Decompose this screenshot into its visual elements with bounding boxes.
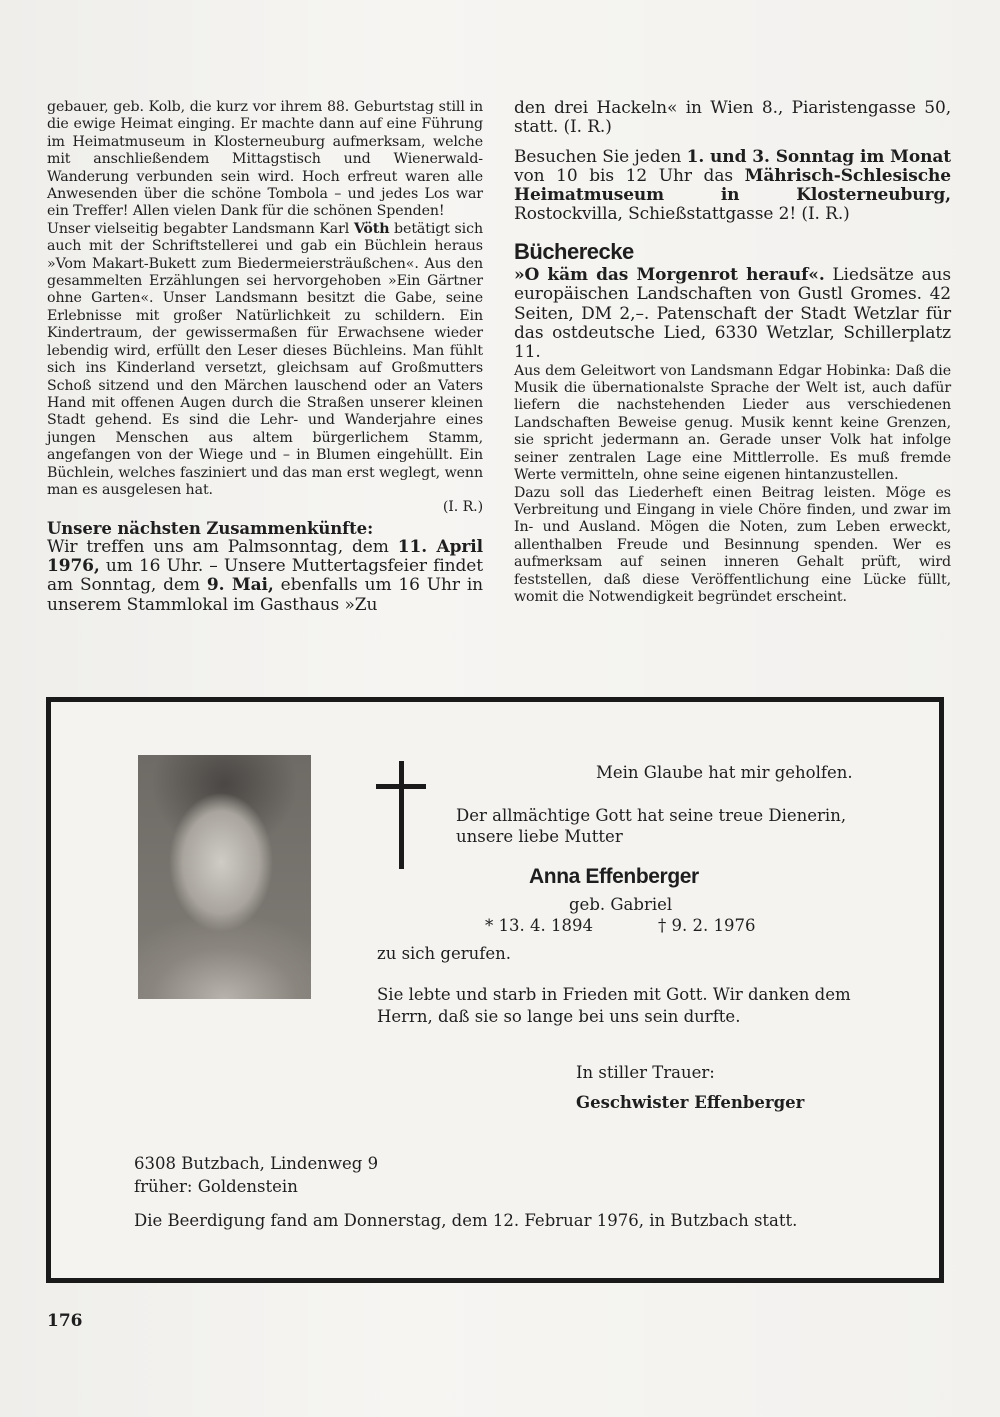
left-paragraph-voeth xyxy=(47,221,483,500)
maiden-name: geb. Gabriel xyxy=(569,895,673,914)
foreword-paragraph: Aus dem Geleitwort von Landsmann Edgar Hobinka: Daß die Musik die übernationalste Sprache der Welt ist, auch dafür liefern die nachstehenden Lieder aus verschiedenen Landschaften Beweise genug. Musik kennt keine Grenzen, sie spricht jedermann an. Gerade unser Volk hat infolge seiner zentralen Lage eine Mittlerrolle. Es muß fremde Werte vermitteln, ohne seine eigenen hintanzustellen. xyxy=(514,362,951,484)
address-line-1: 6308 Butzbach, Lindenweg 9 xyxy=(134,1154,379,1173)
text-span: Besuchen Sie jeden xyxy=(514,146,687,167)
birth-date: * 13. 4. 1894 xyxy=(485,916,593,935)
cross-icon-bar xyxy=(376,784,426,789)
book-description: Liedsätze aus europäischen Landschaften von Gustl Gromes. 42 Seiten, DM 2,–. Patenschaft der Stadt Wetzlar für das ostdeutsche Lied, 6330 Wetzlar, Schillerplatz 11. xyxy=(514,265,951,363)
meetings-heading: Unsere nächsten Zusammenkünfte: xyxy=(47,518,374,538)
obituary-motto: Mein Glaube hat mir geholfen. xyxy=(596,763,853,782)
cross-icon xyxy=(399,761,404,869)
date-bold: 9. Mai, xyxy=(206,575,274,596)
text-bold: 1. und 3. Sonntag im Monat xyxy=(686,146,951,167)
text-span: Rostockvilla, Schießstattgasse 2! (I. R.) xyxy=(514,204,850,225)
obituary-called: zu sich gerufen. xyxy=(377,944,512,963)
text-span: ebenfalls um 16 Uhr in unserem Stammlokal im Gasthaus »Zu xyxy=(47,575,483,615)
text-span: betätigt sich auch mit der Schriftstellerei und gab ein Büchlein heraus »Vom Makart-Bukett zum Biedermeiersträußchen«. Aus den gesammelten Erzählungen sei hervorgehoben »Ein Gärtner ohne Garten«. Unser Landsmann besitzt die Gabe, seine Erlebnisse mit großer Natürlichkeit zu schildern. Ein Kindertraum, der gewissermaßen für Erwachsene wieder lebendig wird, erfüllt den Leser dieses Büchleins. Man fühlt sich ins Kinderland versetzt, gleichsam auf Großmutters Schoß sitzend und den Märchen lauschend oder an Vaters Hand mit offenen Augen durch die Straßen unserer kleinen Stadt gehend. Es sind die Lehr- und Wanderjahre eines jungen Menschen aus altem bürgerlichem Stamm, angefangen von der Wiege und – in Blumen eingehüllt. Ein Büchlein, welches fasziniert und das man erst weglegt, wenn man es ausgelesen hat. xyxy=(47,220,483,498)
section-title-buecherecke: Bücherecke xyxy=(514,238,634,264)
left-column xyxy=(47,99,483,615)
portrait-photo xyxy=(138,755,311,999)
closing-paragraph: Dazu soll das Liederheft einen Beitrag leisten. Möge es Verbreitung und Eingang in viele Chöre finden, und zwar im In- und Ausland. Mögen die Noten, zum Leben erweckt, allenthalben Freude und Besinnung spenden. Wer es aufmerksam auf seinen inneren Gehalt prüft, wird feststellen, daß diese Veröffentlichung eine Lücke füllt, womit die Notwendigkeit begründet erscheint. xyxy=(514,484,951,605)
museum-visit-paragraph xyxy=(514,148,951,225)
obituary-peace-1: Sie lebte und starb in Frieden mit Gott. Wir danken dem xyxy=(377,985,851,1004)
text-span: Unser vielseitig begabter Landsmann Karl xyxy=(47,220,354,237)
author-name: Vöth xyxy=(353,220,390,237)
mourners: Geschwister Effenberger xyxy=(576,1093,805,1112)
meetings-paragraph xyxy=(47,538,483,615)
obituary-intro-2: unsere liebe Mutter xyxy=(456,827,623,846)
deceased-name: Anna Effenberger xyxy=(529,865,699,888)
address-line-2: früher: Goldenstein xyxy=(134,1177,298,1196)
obituary-box xyxy=(46,697,944,1283)
death-date: † 9. 2. 1976 xyxy=(658,916,756,935)
date-bold: 11. April 1976, xyxy=(47,536,484,577)
text-span: Wir treffen uns am Palmsonntag, dem xyxy=(47,536,398,557)
obituary-peace-2: Herrn, daß sie so lange bei uns sein durfte. xyxy=(377,1007,741,1026)
funeral-notice: Die Beerdigung fand am Donnerstag, dem 12. Februar 1976, in Butzbach statt. xyxy=(134,1211,798,1230)
right-column xyxy=(514,99,951,606)
mourning-label: In stiller Trauer: xyxy=(576,1063,715,1082)
right-paragraph-1: den drei Hackeln« in Wien 8., Piaristengasse 50, statt. (I. R.) xyxy=(514,98,951,138)
book-entry xyxy=(514,266,951,362)
page-number: 176 xyxy=(47,1311,83,1331)
text-span: von 10 bis 12 Uhr das xyxy=(514,165,745,186)
book-title: »O käm das Morgenrot herauf«. xyxy=(514,265,825,286)
obituary-intro-1: Der allmächtige Gott hat seine treue Dienerin, xyxy=(456,806,847,825)
text-bold: Mährisch-Schlesische Heimatmuseum in Klosterneuburg, xyxy=(514,165,951,206)
text-span: um 16 Uhr. – Unsere Muttertagsfeier findet am Sonntag, dem xyxy=(47,556,483,596)
left-paragraph-1: gebauer, geb. Kolb, die kurz vor ihrem 88. Geburtstag still in die ewige Heimat einging. Er machte dann auf eine Führung im Heimatmuseum in Klosterneuburg aufmerksam, welche mit anschließendem Mittagstisch und Wienerwald-Wanderung verbunden sein wird. Hoch erfreut waren alle Anwesenden über die schöne Tombola – und jedes Los war ein Treffer! Allen vielen Dank für die schönen Spenden! xyxy=(47,99,483,220)
signature: (I. R.) xyxy=(442,499,483,516)
